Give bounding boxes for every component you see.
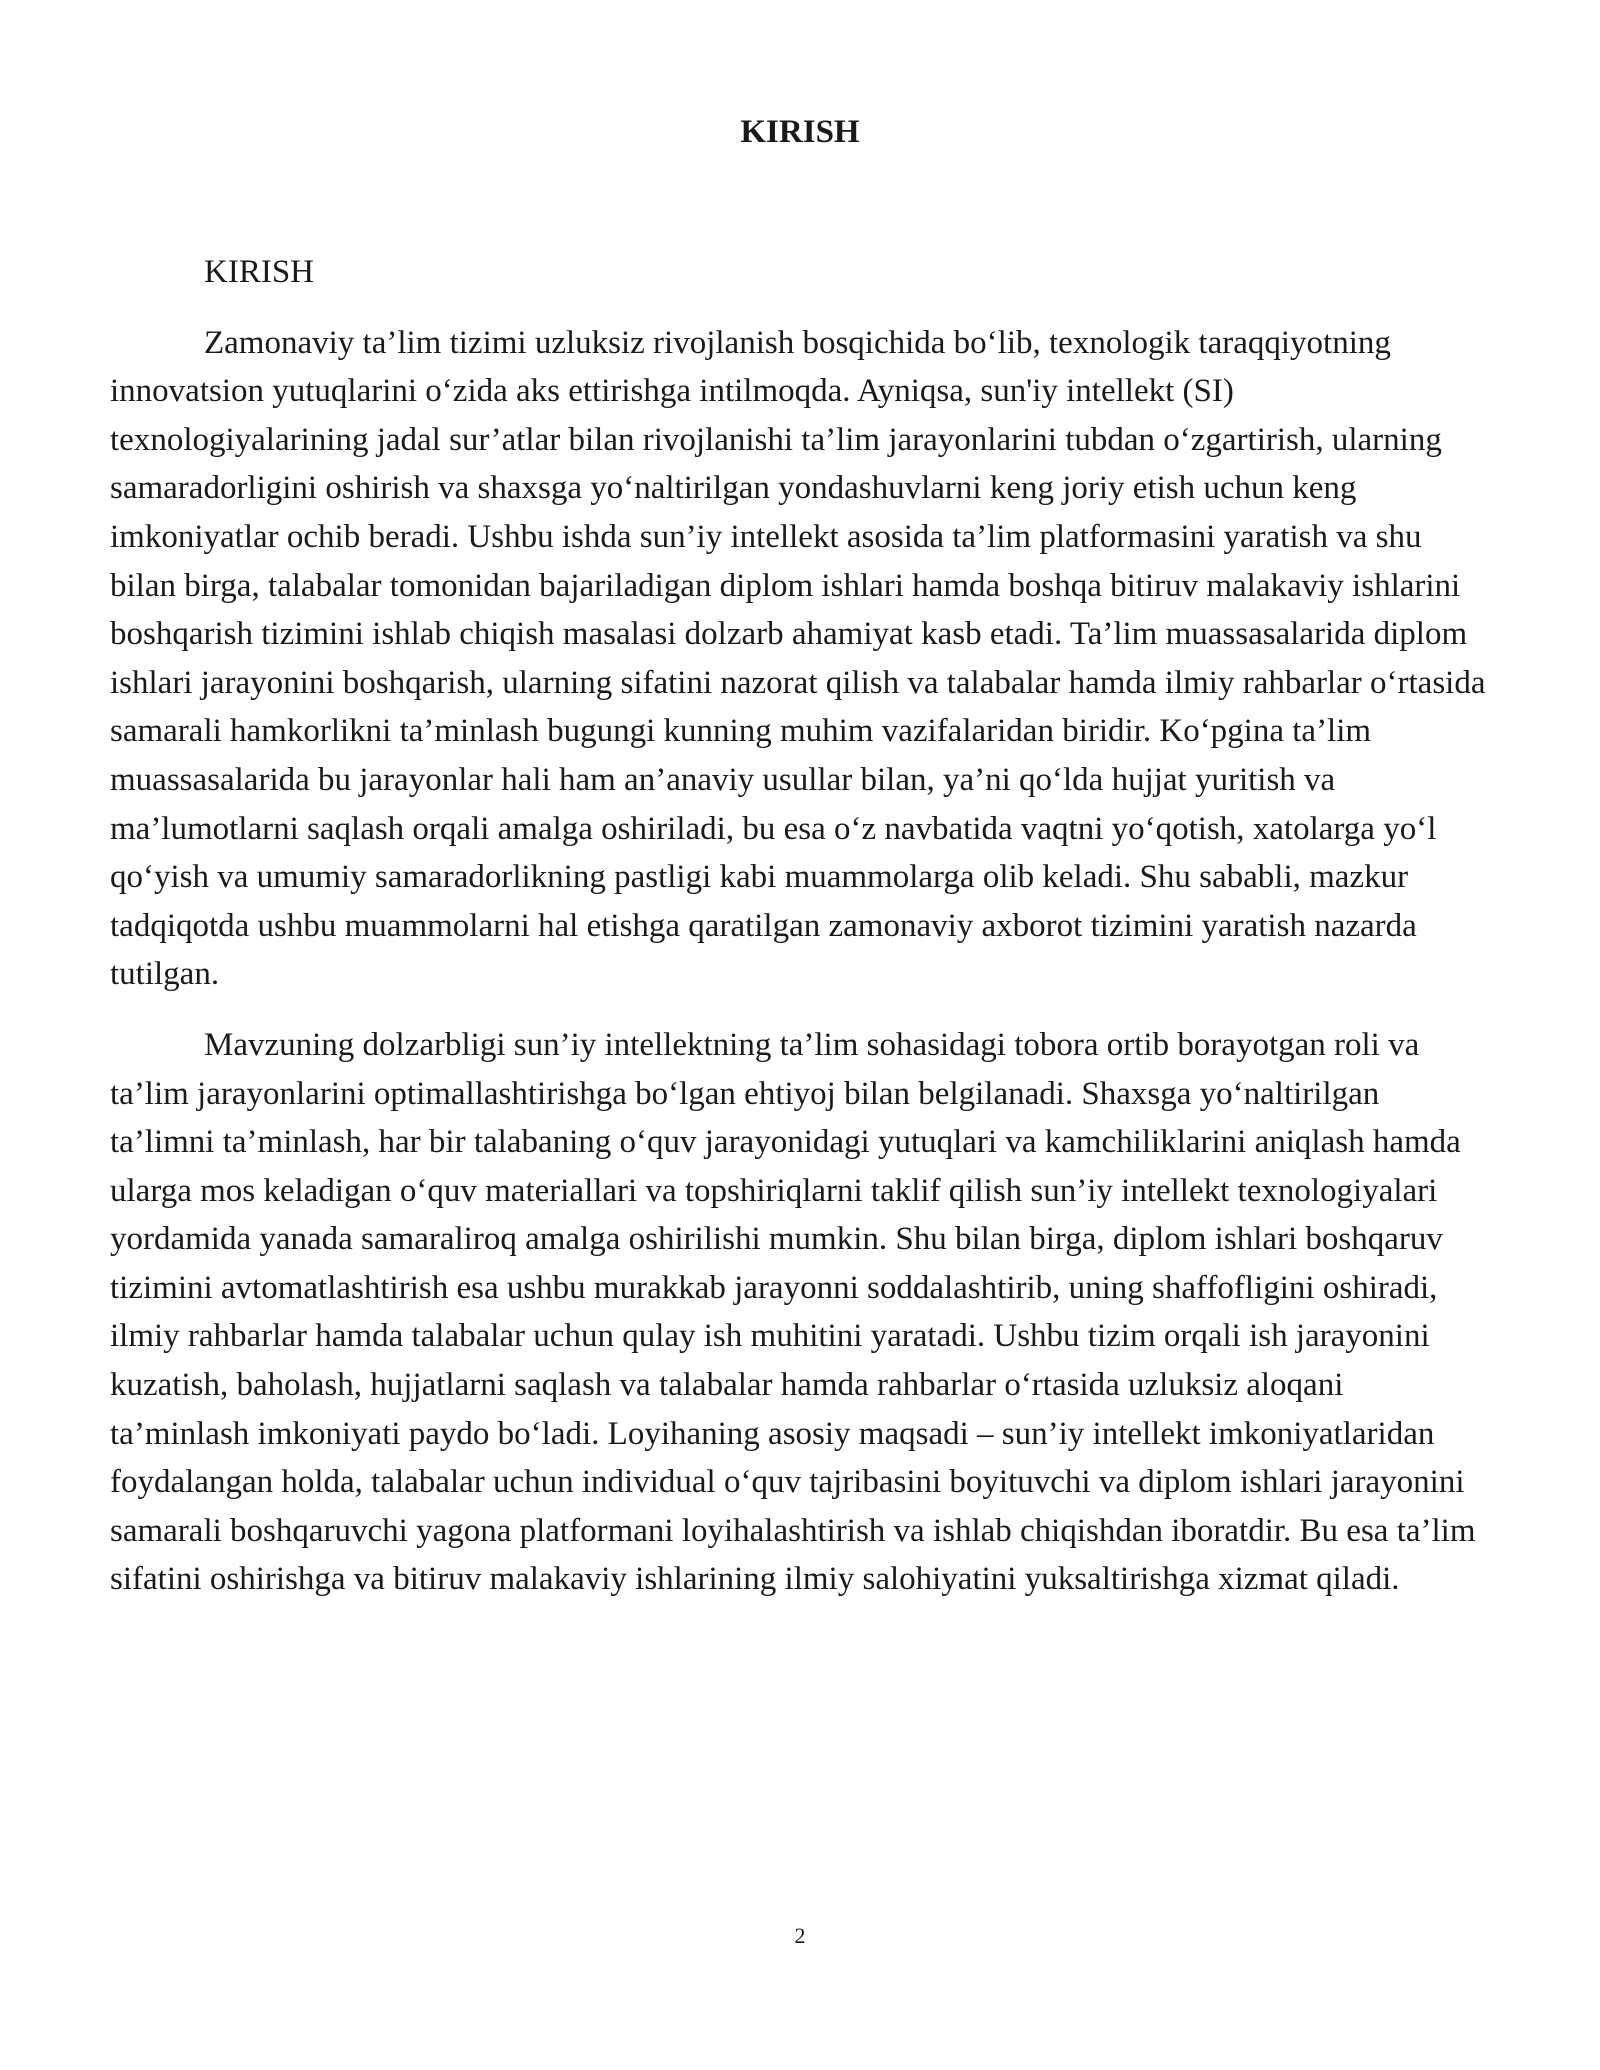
page-title: KIRISH (740, 114, 860, 150)
document-body (110, 248, 1490, 1626)
paragraph-introduction: Zamonaviy ta’lim tizimi uzluksiz rivojlanish bosqichida boʻlib, texnologik taraqqiyotning innovatsion yutuqlarini oʻzida aks ettirishga intilmoqda. Ayniqsa, sun'iy intellekt (SI) texnologiyalarining jadal sur’atlar bilan rivojlanishi ta’lim jarayonlarini tubdan oʻzgartirish, ularning samaradorligini oshirish va shaxsga yoʻnaltirilgan yondashuvlarni keng joriy etish uchun keng imkoniyatlar ochib beradi. Ushbu ishda sun’iy intellekt asosida ta’lim platformasini yaratish va shu bilan birga, talabalar tomonidan bajariladigan diplom ishlari hamda boshqa bitiruv malakaviy ishlarini boshqarish tizimini ishlab chiqish masalasi dolzarb ahamiyat kasb etadi. Ta’lim muassasalarida diplom ishlari jarayonini boshqarish, ularning sifatini nazorat qilish va talabalar hamda ilmiy rahbarlar oʻrtasida samarali hamkorlikni ta’minlash bugungi kunning muhim vazifalaridan biridir. Koʻpgina ta’lim muassasalarida bu jarayonlar hali ham an’anaviy usullar bilan, ya’ni qoʻlda hujjat yuritish va ma’lumotlarni saqlash orqali amalga oshiriladi, bu esa oʻz navbatida vaqtni yoʻqotish, xatolarga yoʻl qoʻyish va umumiy samaradorlikning pastligi kabi muammolarga olib keladi. Shu sababli, mazkur tadqiqotda ushbu muammolarni hal etishga qaratilgan zamonaviy axborot tizimini yaratish nazarda tutilgan. (110, 324, 1486, 993)
paragraph-relevance: Mavzuning dolzarbligi sun’iy intellektning ta’lim sohasidagi tobora ortib borayotgan roli va ta’lim jarayonlarini optimallashtirishga boʻlgan ehtiyoj bilan belgilanadi. Shaxsga yoʻnaltirilgan ta’limni ta’minlash, har bir talabaning oʻquv jarayonidagi yutuqlari va kamchiliklarini aniqlash hamda ularga mos keladigan oʻquv materiallari va topshiriqlarni taklif qilish sun’iy intellekt texnologiyalari yordamida yanada samaraliroq amalga oshirilishi mumkin. Shu bilan birga, diplom ishlari boshqaruv tizimini avtomatlashtirish esa ushbu murakkab jarayonni soddalashtirib, uning shaffofligini oshiradi, ilmiy rahbarlar hamda talabalar uchun qulay ish muhitini yaratadi. Ushbu tizim orqali ish jarayonini kuzatish, baholash, hujjatlarni saqlash va talabalar hamda rahbarlar oʻrtasida uzluksiz aloqani ta’minlash imkoniyati paydo boʻladi. Loyihaning asosiy maqsadi – sun’iy intellekt imkoniyatlaridan foydalangan holda, talabalar uchun individual oʻquv tajribasini boyituvchi va diplom ishlari jarayonini samarali boshqaruvchi yagona platformani loyihalashtirish va ishlab chiqishdan iboratdir. Bu esa ta’lim sifatini oshirishga va bitiruv malakaviy ishlarining ilmiy salohiyatini yuksaltirishga xizmat qiladi. (110, 1026, 1476, 1598)
page-number: 2 (794, 1923, 806, 1948)
section-subheading: KIRISH (204, 254, 315, 290)
